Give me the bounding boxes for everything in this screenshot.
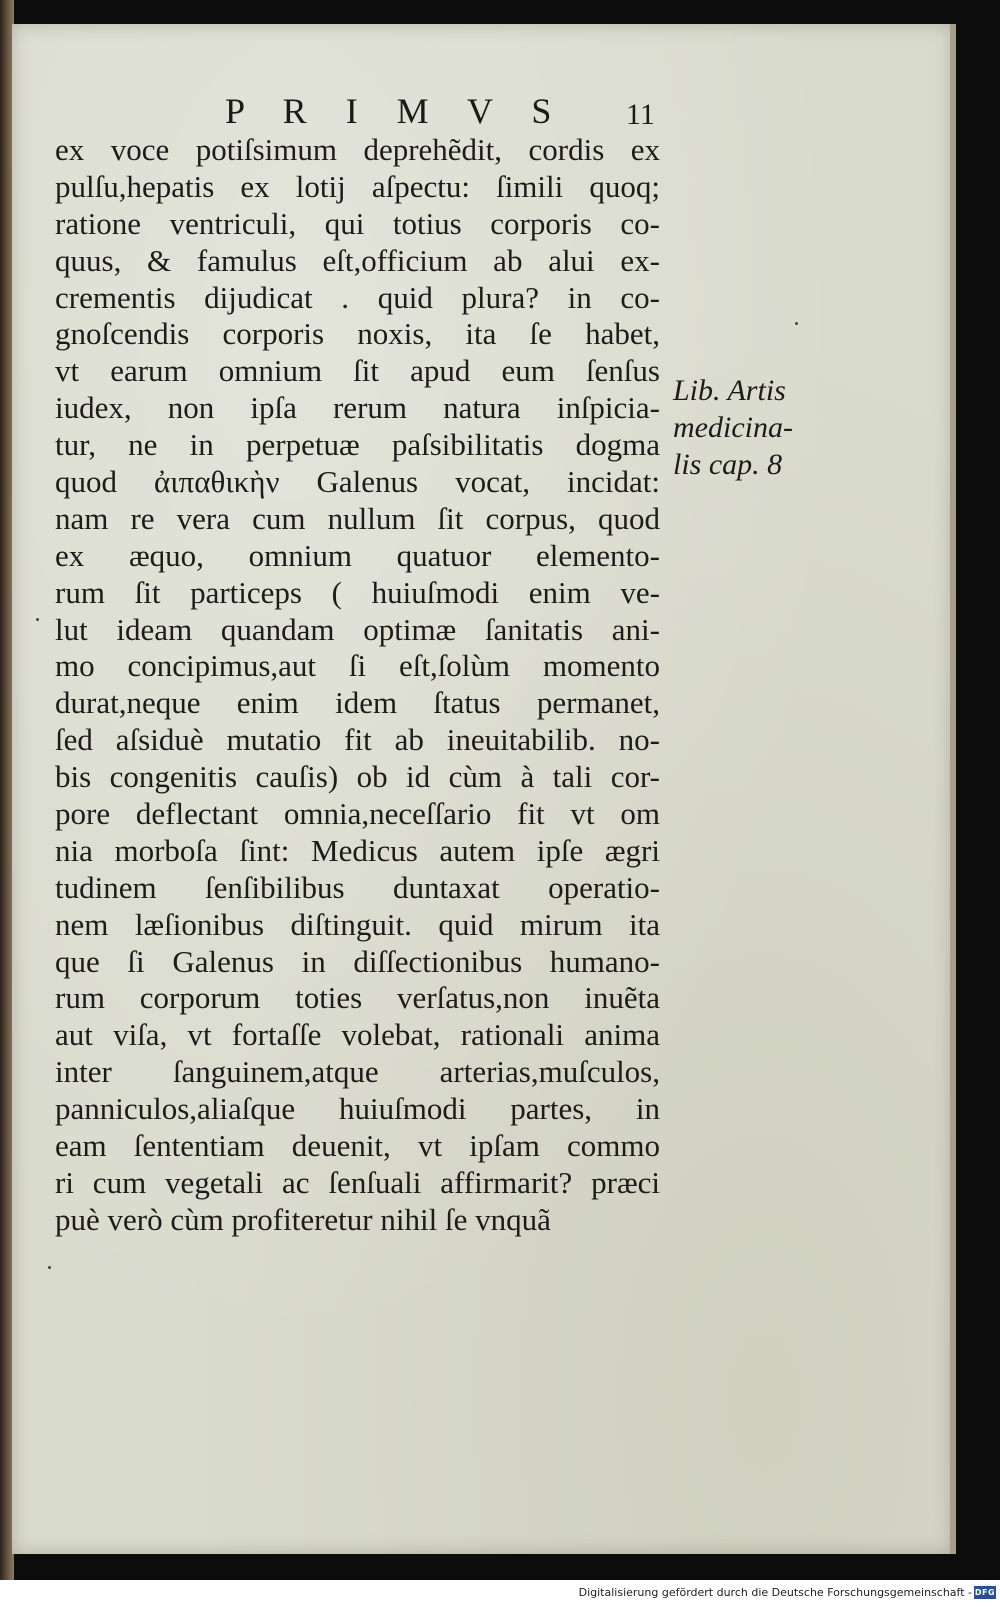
text-line: rum ſit particeps ( huiuſmodi enim ve- — [55, 574, 660, 610]
ink-speck — [36, 618, 39, 621]
running-head: P R I M V S — [225, 91, 567, 131]
page-fore-edge — [950, 24, 956, 1554]
text-line: nia morboſa ſint: Medicus autem ipſe ægri — [55, 832, 660, 868]
text-line: panniculos,aliaſque huiuſmodi partes, in — [55, 1091, 660, 1127]
text-line: inter ſanguinem,atque arterias,muſculos, — [55, 1054, 660, 1090]
text-line: pore deflectant omnia,neceſſario fit vt om — [55, 796, 660, 832]
ink-speck — [48, 1266, 51, 1269]
text-line: gnoſcendis corporis noxis, ita ſe habet, — [55, 316, 660, 352]
text-line: vt earum omnium ſit apud eum ſenſus — [55, 353, 660, 389]
text-line: aut viſa, vt fortaſſe volebat, rationali anima — [55, 1017, 660, 1053]
text-line: lut ideam quandam optimæ ſanitatis ani- — [55, 611, 660, 647]
text-line: pulſu,hepatis ex lotij aſpectu: ſimili quoq; — [55, 168, 660, 204]
marginal-note-line: lis cap. 8 — [673, 448, 783, 481]
text-line: ex voce potiſsimum deprehẽdit, cordis ex — [55, 132, 660, 167]
text-line: que ſi Galenus in diſſectionibus humano- — [55, 943, 660, 979]
text-line: ex æquo, omnium quatuor elemento- — [55, 537, 660, 573]
body-text — [55, 132, 660, 1239]
text-line: rum corporum toties verſatus,non inuẽta — [55, 980, 660, 1016]
text-line: crementis dijudicat . quid plura? in co- — [55, 279, 660, 315]
text-line: durat,neque enim idem ſtatus permanet, — [55, 685, 660, 721]
text-line: tudinem ſenſibilibus duntaxat operatio- — [55, 869, 660, 905]
digitization-footer — [0, 1580, 1000, 1607]
ink-speck — [795, 322, 798, 325]
text-line: ri cum vegetali ac ſenſuali affirmarit? præci — [55, 1164, 660, 1200]
text-line: ratione ventriculi, qui totius corporis co- — [55, 205, 660, 241]
text-line: nam re vera cum nullum ſit corpus, quod — [55, 500, 660, 536]
text-line: eam ſententiam deuenit, vt ipſam commo — [55, 1128, 660, 1164]
marginal-note — [673, 372, 843, 483]
text-line: mo concipimus,aut ſi eſt,ſolùm momento — [55, 648, 660, 684]
text-line: quod ἀιπαθικὴν Galenus vocat, incidat: — [55, 464, 660, 500]
text-line: quus, & famulus eſt,officium ab alui ex- — [55, 242, 660, 278]
text-line: bis congenitis cauſis) ob id cùm à tali cor- — [55, 759, 660, 795]
text-line: iudex, non ipſa rerum natura inſpicia- — [55, 390, 660, 426]
footer-credit: Digitalisierung gefördert durch die Deutsche Forschungsgemeinschaft - — [578, 1586, 972, 1599]
dfg-logo: DFG — [974, 1588, 996, 1597]
text-line: ſed aſsiduè mutatio fit ab ineuitabilib. no- — [55, 722, 660, 758]
page-number: 11 — [626, 98, 655, 131]
text-line: tur, ne in perpetuæ paſsibilitatis dogma — [55, 427, 660, 463]
text-line: nem læſionibus diſtinguit. quid mirum ita — [55, 906, 660, 942]
marginal-note-line: Lib. Artis — [673, 374, 786, 407]
marginal-note-line: medicina- — [673, 411, 793, 444]
text-line: puè verò cùm profiteretur nihil ſe vnquã — [55, 1201, 551, 1237]
